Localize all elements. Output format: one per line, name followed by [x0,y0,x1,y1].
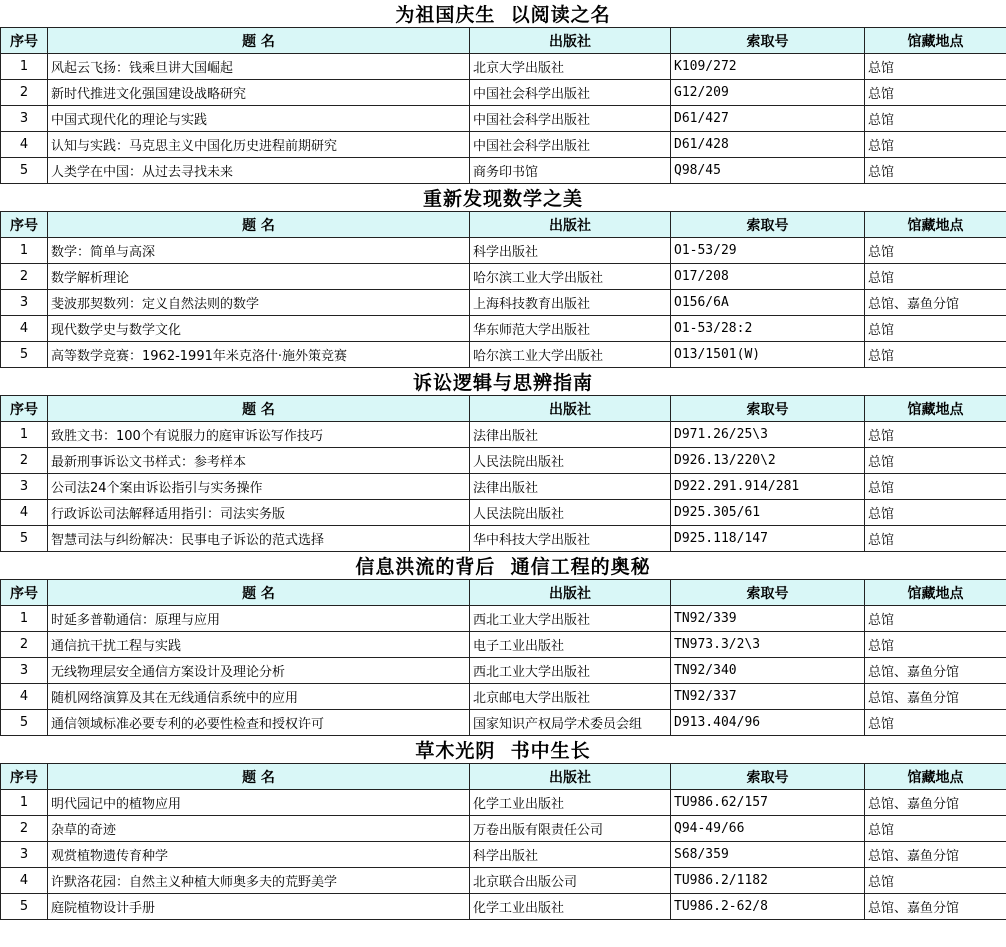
cell-title: 无线物理层安全通信方案设计及理论分析 [48,658,470,684]
cell-call-no: O1-53/29 [671,238,865,264]
book-table [0,763,1006,920]
cell-publisher: 北京联合出版公司 [470,868,671,894]
cell-location: 总馆 [865,132,1006,158]
table-row [1,448,1006,474]
cell-no: 3 [1,842,48,868]
cell-no: 5 [1,158,48,184]
cell-no: 3 [1,474,48,500]
column-header-call-no: 索取号 [671,28,865,54]
cell-call-no: D926.13/220\2 [671,448,865,474]
column-header-call-no: 索取号 [671,396,865,422]
table-header-row [1,764,1006,790]
cell-publisher: 科学出版社 [470,238,671,264]
cell-publisher: 法律出版社 [470,422,671,448]
cell-call-no: TU986.62/157 [671,790,865,816]
cell-location: 总馆 [865,54,1006,80]
cell-title: 斐波那契数列：定义自然法则的数学 [48,290,470,316]
cell-no: 2 [1,632,48,658]
book-section [0,368,1006,552]
cell-publisher: 化学工业出版社 [470,894,671,920]
cell-publisher: 西北工业大学出版社 [470,606,671,632]
column-header-publisher: 出版社 [470,212,671,238]
cell-location: 总馆 [865,816,1006,842]
cell-no: 2 [1,816,48,842]
cell-publisher: 人民法院出版社 [470,448,671,474]
cell-no: 1 [1,238,48,264]
table-row [1,710,1006,736]
column-header-title: 题 名 [48,212,470,238]
cell-location: 总馆、嘉鱼分馆 [865,658,1006,684]
cell-location: 总馆、嘉鱼分馆 [865,290,1006,316]
section-title: 信息洪流的背后 通信工程的奥秘 [0,552,1006,579]
column-header-call-no: 索取号 [671,580,865,606]
cell-title: 风起云飞扬：钱乘旦讲大国崛起 [48,54,470,80]
table-row [1,816,1006,842]
cell-no: 4 [1,316,48,342]
cell-call-no: D925.305/61 [671,500,865,526]
table-row [1,500,1006,526]
cell-no: 1 [1,54,48,80]
column-header-location: 馆藏地点 [865,764,1006,790]
cell-call-no: Q94-49/66 [671,816,865,842]
cell-call-no: TN92/340 [671,658,865,684]
table-row [1,238,1006,264]
table-row [1,790,1006,816]
table-row [1,290,1006,316]
table-row [1,526,1006,552]
cell-publisher: 哈尔滨工业大学出版社 [470,264,671,290]
table-row [1,158,1006,184]
cell-call-no: TU986.2-62/8 [671,894,865,920]
cell-title: 高等数学竞赛：1962-1991年米克洛什·施外策竞赛 [48,342,470,368]
column-header-publisher: 出版社 [470,28,671,54]
cell-call-no: Q98/45 [671,158,865,184]
table-row [1,684,1006,710]
column-header-no: 序号 [1,580,48,606]
book-section [0,184,1006,368]
table-row [1,106,1006,132]
cell-publisher: 电子工业出版社 [470,632,671,658]
cell-call-no: O13/1501(W) [671,342,865,368]
book-section [0,0,1006,184]
cell-location: 总馆、嘉鱼分馆 [865,894,1006,920]
cell-no: 2 [1,264,48,290]
cell-publisher: 西北工业大学出版社 [470,658,671,684]
section-title: 为祖国庆生 以阅读之名 [0,0,1006,27]
cell-title: 许默洛花园：自然主义种植大师奥多夫的荒野美学 [48,868,470,894]
cell-title: 数学：简单与高深 [48,238,470,264]
cell-title: 人类学在中国：从过去寻找未来 [48,158,470,184]
cell-title: 明代园记中的植物应用 [48,790,470,816]
book-table [0,579,1006,736]
cell-location: 总馆 [865,80,1006,106]
cell-call-no: G12/209 [671,80,865,106]
book-section [0,736,1006,920]
cell-location: 总馆 [865,316,1006,342]
column-header-call-no: 索取号 [671,764,865,790]
cell-title: 认知与实践：马克思主义中国化历史进程前期研究 [48,132,470,158]
cell-call-no: D925.118/147 [671,526,865,552]
cell-no: 2 [1,80,48,106]
cell-location: 总馆、嘉鱼分馆 [865,684,1006,710]
table-row [1,894,1006,920]
cell-call-no: TN92/337 [671,684,865,710]
table-row [1,54,1006,80]
table-row [1,132,1006,158]
cell-no: 1 [1,606,48,632]
column-header-location: 馆藏地点 [865,396,1006,422]
table-row [1,842,1006,868]
cell-location: 总馆 [865,474,1006,500]
cell-publisher: 万卷出版有限责任公司 [470,816,671,842]
cell-location: 总馆 [865,526,1006,552]
cell-no: 4 [1,684,48,710]
cell-title: 随机网络演算及其在无线通信系统中的应用 [48,684,470,710]
book-table [0,27,1006,184]
table-row [1,474,1006,500]
cell-title: 智慧司法与纠纷解决：民事电子诉讼的范式选择 [48,526,470,552]
cell-call-no: O1-53/28:2 [671,316,865,342]
cell-publisher: 华中科技大学出版社 [470,526,671,552]
cell-no: 5 [1,710,48,736]
column-header-no: 序号 [1,764,48,790]
cell-publisher: 国家知识产权局学术委员会组 [470,710,671,736]
cell-publisher: 科学出版社 [470,842,671,868]
cell-publisher: 商务印书馆 [470,158,671,184]
cell-no: 3 [1,106,48,132]
cell-publisher: 上海科技教育出版社 [470,290,671,316]
table-header-row [1,212,1006,238]
cell-publisher: 法律出版社 [470,474,671,500]
cell-call-no: TN973.3/2\3 [671,632,865,658]
cell-location: 总馆 [865,264,1006,290]
cell-title: 公司法24个案由诉讼指引与实务操作 [48,474,470,500]
cell-call-no: D971.26/25\3 [671,422,865,448]
cell-no: 3 [1,658,48,684]
cell-no: 4 [1,132,48,158]
cell-no: 4 [1,868,48,894]
table-row [1,606,1006,632]
table-header-row [1,396,1006,422]
column-header-publisher: 出版社 [470,396,671,422]
column-header-publisher: 出版社 [470,764,671,790]
cell-location: 总馆 [865,422,1006,448]
cell-publisher: 中国社会科学出版社 [470,132,671,158]
table-row [1,422,1006,448]
section-title: 重新发现数学之美 [0,184,1006,211]
cell-location: 总馆、嘉鱼分馆 [865,790,1006,816]
cell-location: 总馆 [865,500,1006,526]
cell-location: 总馆 [865,606,1006,632]
cell-title: 新时代推进文化强国建设战略研究 [48,80,470,106]
cell-call-no: O156/6A [671,290,865,316]
column-header-location: 馆藏地点 [865,28,1006,54]
cell-no: 3 [1,290,48,316]
table-row [1,632,1006,658]
table-row [1,316,1006,342]
cell-title: 时延多普勒通信：原理与应用 [48,606,470,632]
table-header-row [1,580,1006,606]
cell-call-no: K109/272 [671,54,865,80]
column-header-title: 题 名 [48,28,470,54]
cell-location: 总馆、嘉鱼分馆 [865,842,1006,868]
cell-publisher: 化学工业出版社 [470,790,671,816]
cell-call-no: TN92/339 [671,606,865,632]
cell-title: 数学解析理论 [48,264,470,290]
cell-location: 总馆 [865,710,1006,736]
cell-title: 通信领域标准必要专利的必要性检查和授权许可 [48,710,470,736]
cell-call-no: D61/428 [671,132,865,158]
cell-location: 总馆 [865,448,1006,474]
column-header-no: 序号 [1,28,48,54]
cell-location: 总馆 [865,238,1006,264]
cell-title: 致胜文书：100个有说服力的庭审诉讼写作技巧 [48,422,470,448]
cell-no: 2 [1,448,48,474]
cell-publisher: 北京邮电大学出版社 [470,684,671,710]
cell-publisher: 人民法院出版社 [470,500,671,526]
table-row [1,342,1006,368]
cell-location: 总馆 [865,342,1006,368]
section-title: 草木光阴 书中生长 [0,736,1006,763]
cell-publisher: 哈尔滨工业大学出版社 [470,342,671,368]
cell-no: 5 [1,526,48,552]
column-header-publisher: 出版社 [470,580,671,606]
table-header-row [1,28,1006,54]
book-table [0,395,1006,552]
cell-no: 5 [1,342,48,368]
column-header-call-no: 索取号 [671,212,865,238]
column-header-no: 序号 [1,396,48,422]
cell-location: 总馆 [865,868,1006,894]
cell-title: 行政诉讼司法解释适用指引：司法实务版 [48,500,470,526]
cell-call-no: D922.291.914/281 [671,474,865,500]
cell-title: 杂草的奇迹 [48,816,470,842]
cell-no: 1 [1,790,48,816]
cell-title: 观赏植物遗传育种学 [48,842,470,868]
table-row [1,658,1006,684]
table-row [1,264,1006,290]
cell-call-no: D913.404/96 [671,710,865,736]
cell-no: 4 [1,500,48,526]
cell-call-no: D61/427 [671,106,865,132]
cell-title: 最新刑事诉讼文书样式：参考样本 [48,448,470,474]
cell-no: 5 [1,894,48,920]
table-row [1,868,1006,894]
column-header-title: 题 名 [48,580,470,606]
cell-location: 总馆 [865,106,1006,132]
cell-location: 总馆 [865,158,1006,184]
column-header-location: 馆藏地点 [865,580,1006,606]
cell-publisher: 北京大学出版社 [470,54,671,80]
cell-publisher: 中国社会科学出版社 [470,106,671,132]
cell-title: 庭院植物设计手册 [48,894,470,920]
cell-title: 通信抗干扰工程与实践 [48,632,470,658]
cell-publisher: 中国社会科学出版社 [470,80,671,106]
column-header-title: 题 名 [48,764,470,790]
cell-call-no: TU986.2/1182 [671,868,865,894]
cell-title: 现代数学史与数学文化 [48,316,470,342]
cell-title: 中国式现代化的理论与实践 [48,106,470,132]
cell-location: 总馆 [865,632,1006,658]
column-header-location: 馆藏地点 [865,212,1006,238]
cell-publisher: 华东师范大学出版社 [470,316,671,342]
column-header-no: 序号 [1,212,48,238]
book-table [0,211,1006,368]
cell-no: 1 [1,422,48,448]
cell-call-no: S68/359 [671,842,865,868]
book-section [0,552,1006,736]
section-title: 诉讼逻辑与思辨指南 [0,368,1006,395]
table-row [1,80,1006,106]
cell-call-no: O17/208 [671,264,865,290]
column-header-title: 题 名 [48,396,470,422]
